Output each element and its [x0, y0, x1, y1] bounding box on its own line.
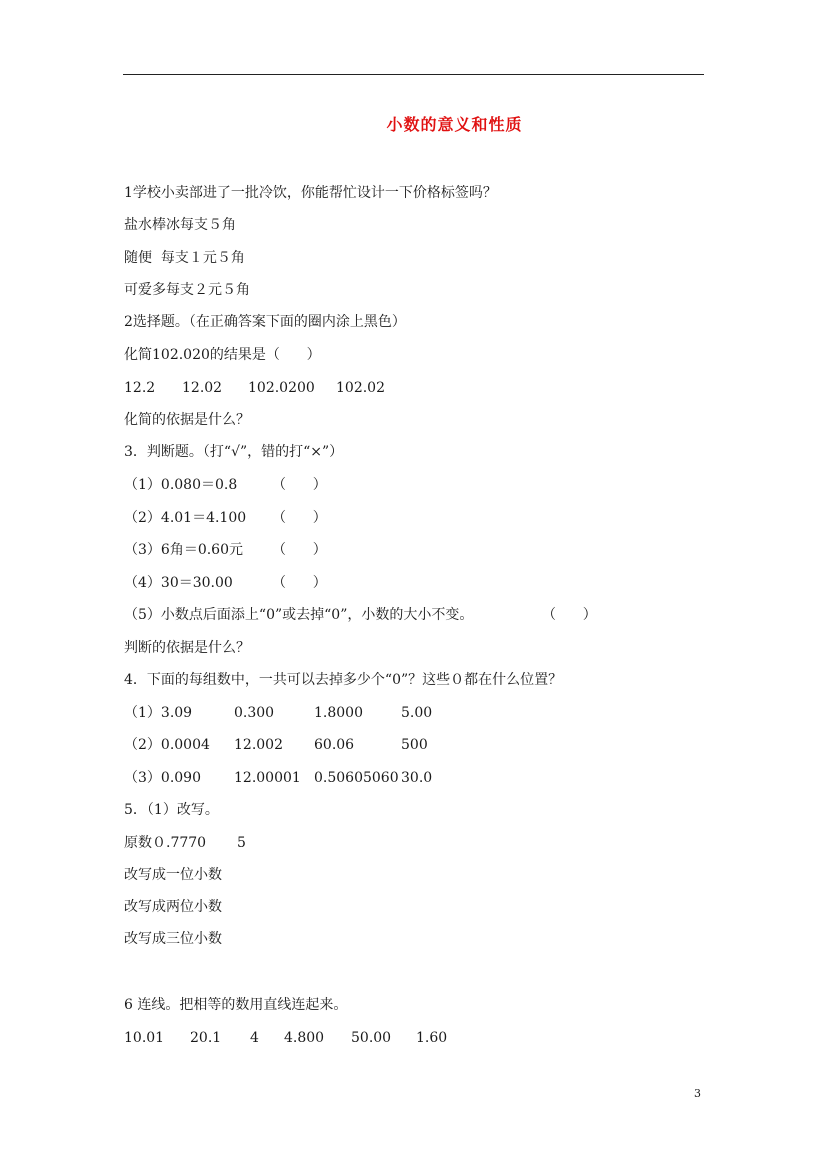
q5-original-label: 原数０.7770 — [124, 835, 207, 851]
q4-number: 5.00 — [401, 705, 433, 721]
q6-number: 20.1 — [190, 1030, 222, 1046]
question-3-prompt: 3．判断题。（打“√”，错的打“×”） — [124, 444, 344, 460]
page-number: 3 — [694, 1087, 701, 1100]
answer-blank: （ ） — [272, 575, 327, 591]
q6-number: 4 — [250, 1030, 259, 1046]
q1-item: 可爱多每支２元５角 — [124, 282, 250, 298]
q4-number: 12.00001 — [234, 770, 301, 786]
q6-number: 50.00 — [351, 1030, 392, 1046]
answer-blank: （ ） — [272, 477, 327, 493]
q3-item-text: （3）6角＝0.60元 — [124, 542, 243, 558]
q4-number: （1）3.09 — [124, 705, 193, 721]
q3-item-text: （4）30＝30.00 — [124, 575, 233, 591]
q5-item: 改写成一位小数 — [124, 867, 222, 883]
question-6-prompt: 6 连线。把相等的数用直线连起来。 — [124, 997, 348, 1013]
q6-number: 10.01 — [124, 1030, 165, 1046]
q4-number: 0.50605060 — [314, 770, 399, 786]
q2-option: 102.02 — [336, 380, 385, 396]
q3-item-text: （5）小数点后面添上“0”或去掉“0”，小数的大小不变。 — [124, 607, 474, 623]
q2-option: 102.0200 — [248, 380, 315, 396]
q4-number: 30.0 — [401, 770, 433, 786]
answer-blank: （ ） — [272, 510, 327, 526]
q4-number: （2）0.0004 — [124, 737, 210, 753]
q3-item-text: （1）0.080＝0.8 — [124, 477, 238, 493]
q6-number: 1.60 — [416, 1030, 448, 1046]
q4-number: 12.002 — [234, 737, 283, 753]
q4-number: 60.06 — [314, 737, 355, 753]
q5-item: 改写成两位小数 — [124, 899, 222, 915]
q2-followup: 化简的依据是什么？ — [124, 412, 250, 428]
q4-number: （3）0.090 — [124, 770, 201, 786]
q5-item: 改写成三位小数 — [124, 931, 222, 947]
page-title: 小数的意义和性质 — [386, 115, 523, 134]
q5-original-number: 5 — [237, 835, 246, 851]
q3-followup: 判断的依据是什么？ — [124, 640, 250, 656]
question-2-prompt: 2选择题。（在正确答案下面的圈内涂上黑色） — [124, 314, 406, 330]
question-4-prompt: 4．下面的每组数中，一共可以去掉多少个“0”？这些０都在什么位置？ — [124, 672, 563, 688]
answer-blank: （ ） — [272, 542, 327, 558]
question-1-prompt: 1学校小卖部进了一批冷饮，你能帮忙设计一下价格标签吗？ — [124, 185, 497, 201]
q4-number: 1.8000 — [314, 705, 363, 721]
q2-option: 12.2 — [124, 380, 156, 396]
header-rule — [123, 74, 704, 75]
q4-number: 0.300 — [234, 705, 275, 721]
q1-item: 随便 每支１元５角 — [124, 250, 245, 266]
q3-item-text: （2）4.01＝4.100 — [124, 510, 247, 526]
q2-question: 化简102.020的结果是（ ） — [124, 347, 321, 363]
q6-number: 4.800 — [284, 1030, 325, 1046]
answer-blank: （ ） — [542, 607, 597, 623]
q1-item: 盐水棒冰每支５角 — [124, 217, 236, 233]
q6-numbers — [124, 1029, 448, 1155]
q4-number: 500 — [401, 737, 428, 753]
question-5-prompt: 5．（1）改写。 — [124, 802, 219, 818]
q2-option: 12.02 — [182, 380, 223, 396]
